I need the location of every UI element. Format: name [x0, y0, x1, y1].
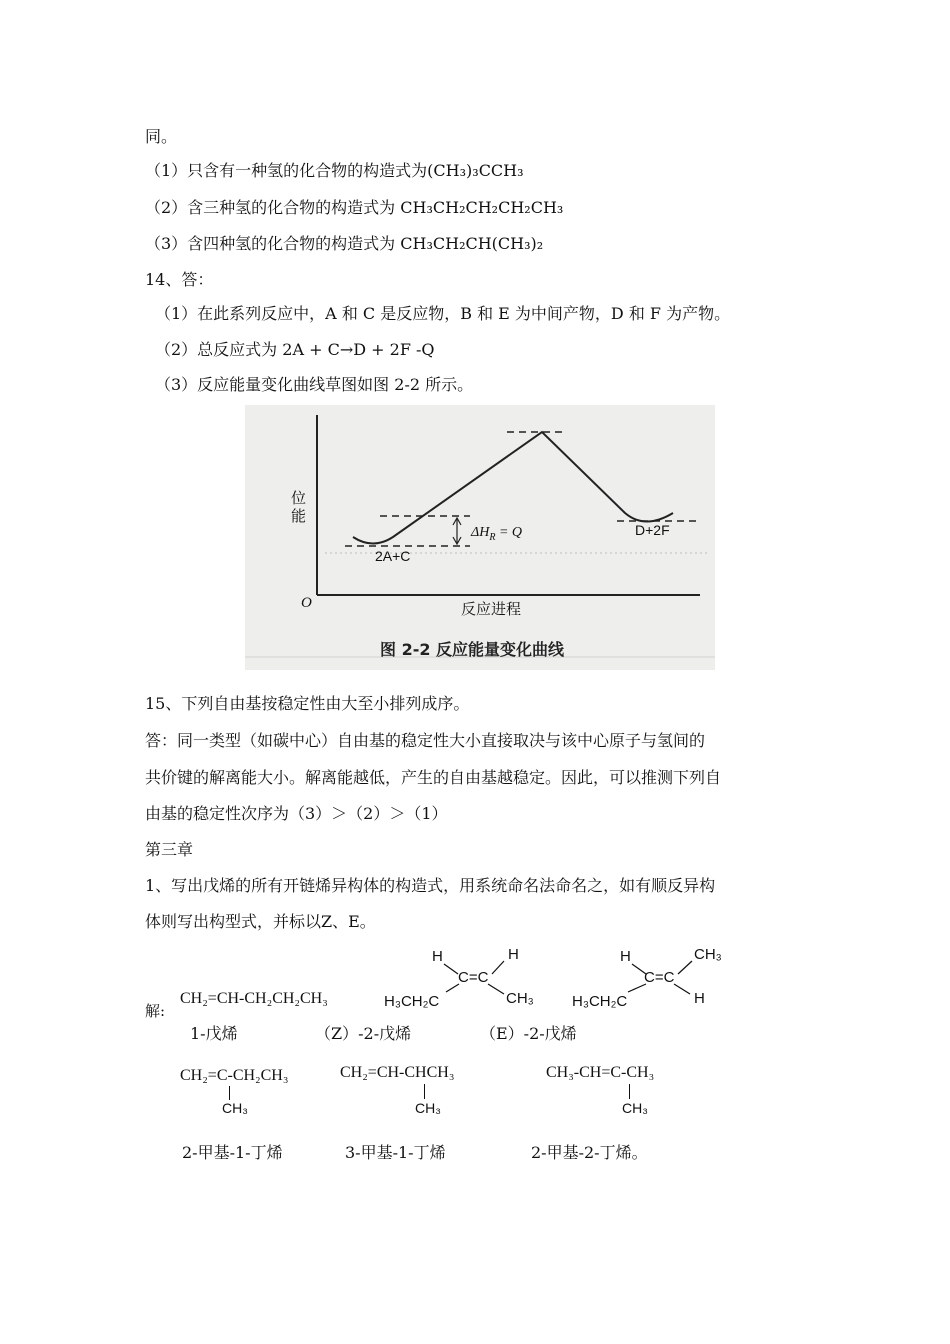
structure-3-name: （E）-2-戊烯 [480, 1024, 577, 1043]
intro-item-2: （2）含三种氢的化合物的构造式为 CH₃CH₂CH₂CH₂CH₃ [145, 198, 564, 217]
q15-answer-line-3: 由基的稳定性次序为（3）＞（2）＞（1） [145, 804, 448, 823]
intro-item-3: （3）含四种氢的化合物的构造式为 CH₃CH₂CH(CH₃)₂ [145, 234, 544, 253]
structure-3-left-group: H₃CH₂C [572, 993, 628, 1010]
structure-3-double-bond: C=C [644, 969, 675, 986]
structure-4-branch-bond [229, 1086, 230, 1100]
y-label-bottom: 能 [291, 507, 307, 525]
answer-label: 解: [145, 1002, 166, 1020]
q14-heading: 14、答： [145, 270, 214, 289]
structure-2-double-bond: C=C [458, 969, 489, 986]
energy-diagram-figure [245, 405, 715, 670]
intro-tail: 同。 [145, 127, 178, 146]
structure-2-name: （Z）-2-戊烯 [315, 1024, 412, 1043]
q15-answer-line-2: 共价键的解离能大小。解离能越低，产生的自由基越稳定。因此，可以推测下列自 [145, 768, 722, 787]
delta-h-equals: = Q [495, 525, 522, 540]
origin-label: O [301, 595, 312, 611]
structure-3 [570, 944, 740, 1014]
structure-5-branch-bond [424, 1084, 425, 1099]
reactants-label: 2A+C [375, 548, 411, 564]
structure-2-h-left: H [432, 948, 443, 965]
structure-5-formula: CH₂=CH-CHCH₃ [340, 1064, 455, 1081]
structure-3-ch3: CH₃ [694, 946, 722, 963]
structure-6-formula: CH₃-CH=C-CH₃ [546, 1064, 655, 1081]
structure-2-h-right: H [508, 946, 519, 963]
structure-4-branch: CH₃ [222, 1100, 248, 1116]
structure-6-branch: CH₃ [622, 1100, 648, 1116]
q14-item-2: （2）总反应式为 2A + C→D + 2F -Q [155, 340, 435, 359]
delta-h-symbol: ΔH [471, 525, 490, 540]
structure-5-branch: CH₃ [415, 1100, 441, 1116]
chapter-q1-line-2: 体则写出构型式，并标以Z、E。 [145, 912, 376, 931]
products-label: D+2F [635, 522, 670, 538]
delta-h-label [471, 525, 522, 543]
figure-caption: 图 2-2 反应能量变化曲线 [380, 640, 565, 659]
structure-3-h-left: H [620, 948, 631, 965]
q15-answer-line-1: 答：同一类型（如碳中心）自由基的稳定性大小直接取决与该中心原子与氢间的 [145, 731, 706, 750]
structure-3-h-right: H [694, 990, 705, 1007]
chapter-q1-line-1: 1、写出戊烯的所有开链烯异构体的构造式，用系统命名法命名之，如有顺反异构 [145, 876, 716, 895]
delta-h-subscript: R [489, 531, 496, 543]
q15-heading: 15、下列自由基按稳定性由大至小排列成序。 [145, 694, 470, 713]
structure-4-name: 2-甲基-1-丁烯 [182, 1143, 283, 1162]
q14-item-3: （3）反应能量变化曲线草图如图 2-2 所示。 [155, 375, 474, 394]
structure-2 [382, 944, 552, 1014]
chapter-title: 第三章 [145, 840, 194, 859]
y-label-top: 位 [291, 489, 307, 507]
intro-item-1: （1）只含有一种氢的化合物的构造式为(CH₃)₃CCH₃ [145, 161, 524, 180]
structure-1-formula: CH₂=CH-CH₂CH₂CH₃ [180, 990, 328, 1007]
structure-6-branch-bond [629, 1084, 630, 1099]
structure-2-left-group: H₃CH₂C [384, 993, 440, 1010]
structure-5-name: 3-甲基-1-丁烯 [345, 1143, 446, 1162]
structure-6-name: 2-甲基-2-丁烯。 [531, 1143, 648, 1162]
x-axis-label: 反应进程 [461, 600, 522, 618]
structure-4-formula: CH₂=C-CH₂CH₃ [180, 1067, 289, 1084]
structure-2-right-group: CH₃ [506, 990, 534, 1007]
q14-item-1: （1）在此系列反应中，A 和 C 是反应物，B 和 E 为中间产物，D 和 F 为产物。 [155, 304, 731, 323]
structure-1-name: 1-戊烯 [190, 1024, 238, 1043]
